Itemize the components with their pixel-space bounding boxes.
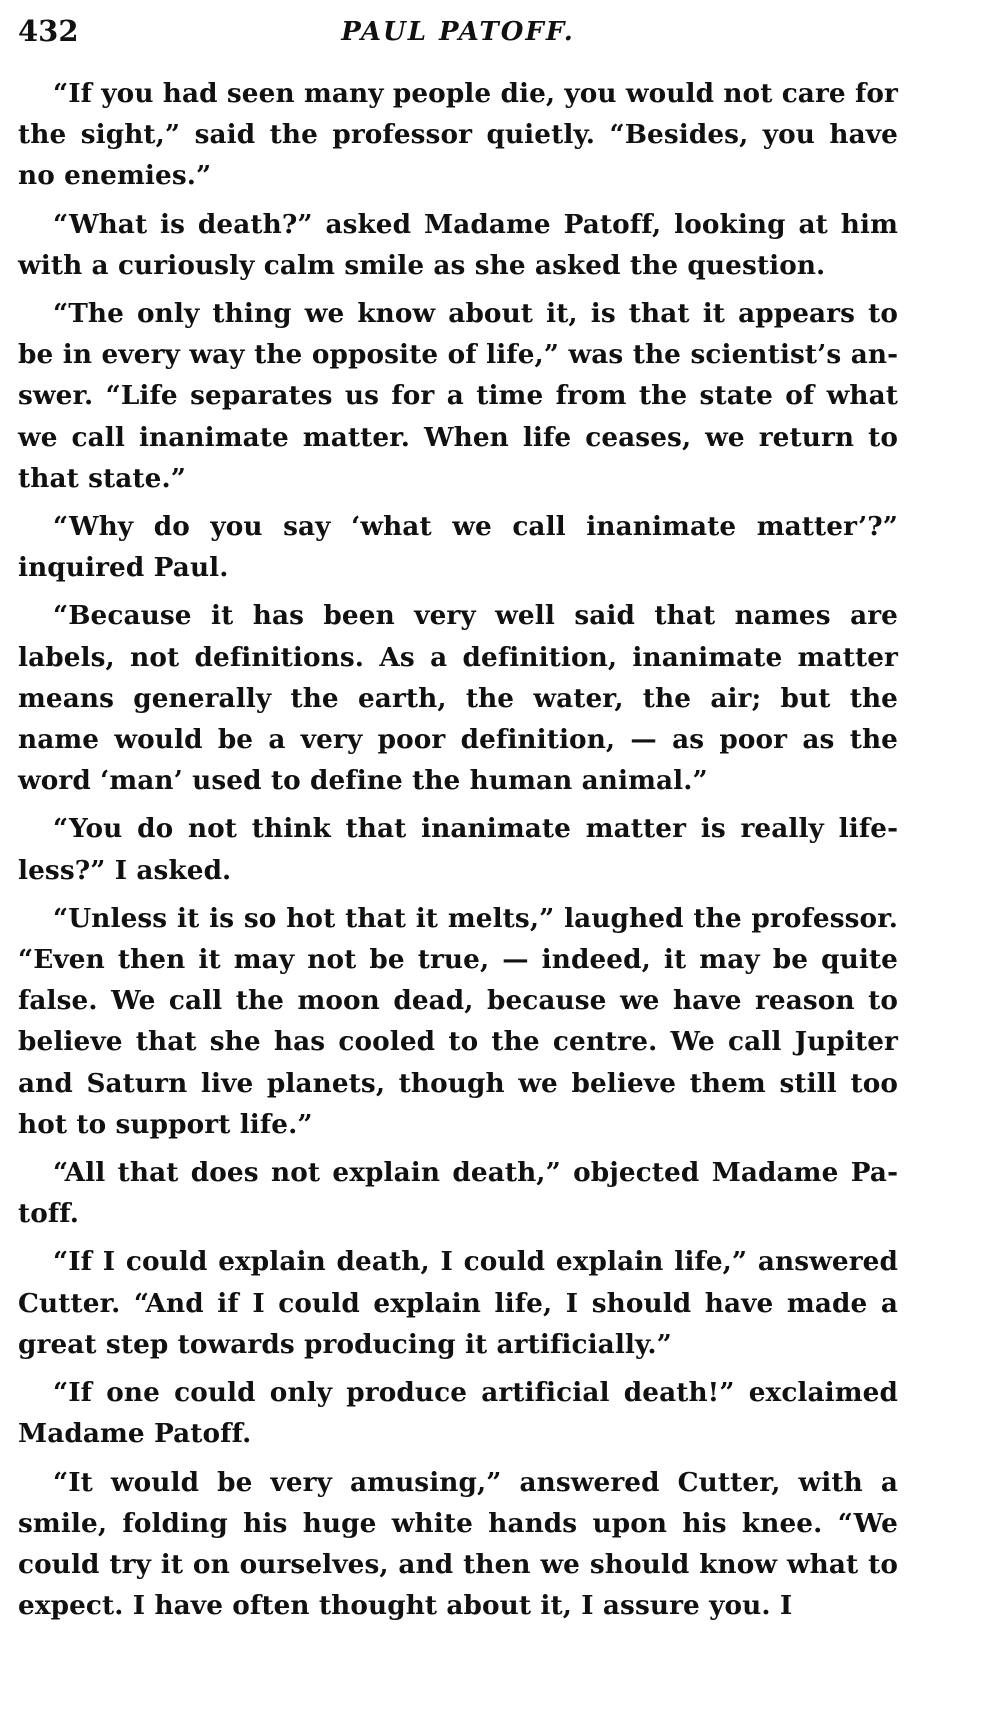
- paragraph: “If one could only produce artificial death!” exclaimed Madame Patoff.: [18, 1377, 898, 1450]
- paragraph: “Because it has been very well said that names are labels, not definitions. As a definition, inanimate matter means generally the earth, the water, the air; but the name would be a very poor definition, — as poor as the word ‘man’ used to define the human animal.”: [18, 600, 898, 797]
- paragraph: “It would be very amusing,” answered Cutter, with a smile, folding his huge white hands upon his knee. “We could try it on ourselves, and then we should know what to expect. I have often thought about it, I assure you. I: [18, 1466, 898, 1622]
- running-head: [18, 0, 898, 62]
- body-text: [18, 73, 898, 1626]
- paragraph: “The only thing we know about it, is that it appears to be in every way the opposite of life,” was the scientist’s answer. “Life separates us for a time from the state of what we call inanimate matter. When life ceases, we return to that state.”: [18, 298, 898, 494]
- paragraph: “If I could explain death, I could explain life,” answered Cutter. “And if I could explain life, I should have made a great step towards producing it artificially.”: [18, 1246, 898, 1360]
- paragraph: “Unless it is so hot that it melts,” laughed the professor. “Even then it may not be true, — indeed, it may be quite false. We call the moon dead, because we have reason to believe that she has cooled to the centre. We call Jupiter and Saturn live planets, though we believe them still too hot to support life.”: [18, 902, 898, 1140]
- paragraph: “All that does not explain death,” objected Madame Patoff.: [18, 1157, 898, 1230]
- paragraph: “Why do you say ‘what we call inanimate matter’?” inquired Paul.: [18, 511, 898, 584]
- book-page: [18, 0, 898, 1710]
- running-title: PAUL PATOFF.: [341, 17, 575, 47]
- page-number: 432: [18, 14, 79, 48]
- paragraph: “If you had seen many people die, you would not care for the sight,” said the professor quietly. “Besides, you have no enemies.”: [18, 78, 898, 192]
- paragraph: “You do not think that inanimate matter is really lifeless?” I asked.: [18, 813, 898, 886]
- paragraph: “What is death?” asked Madame Patoff, looking at him with a curiously calm smile as she asked the question.: [18, 208, 898, 281]
